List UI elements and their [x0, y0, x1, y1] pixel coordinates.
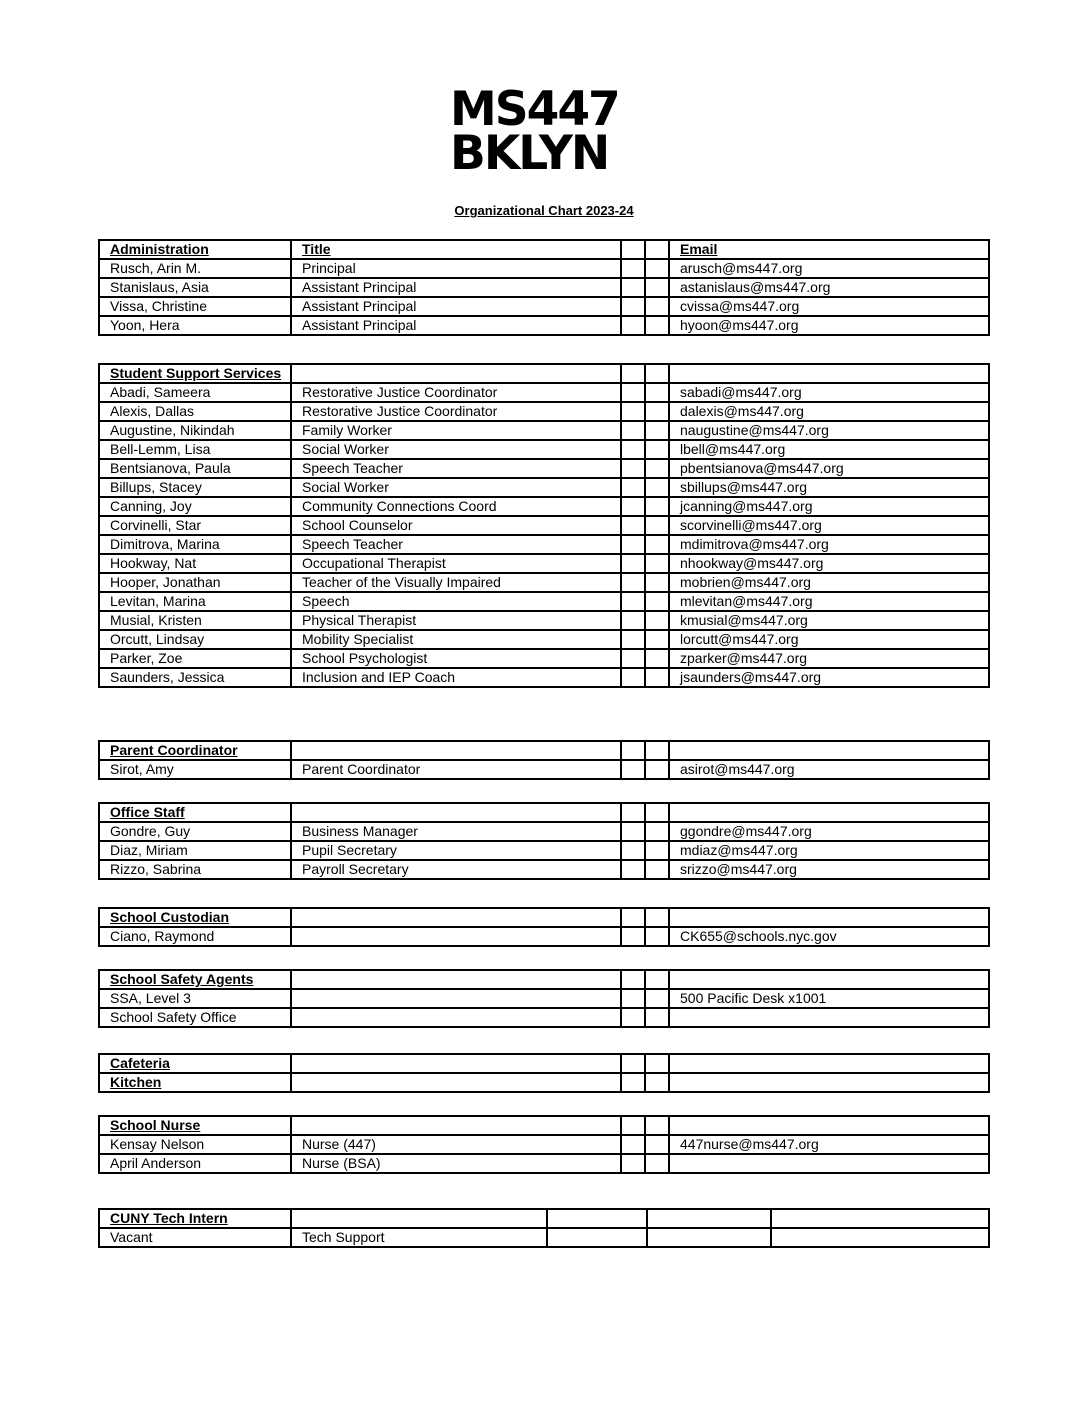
cell-title: Nurse (447)	[291, 1135, 621, 1154]
section-table	[98, 907, 990, 947]
cell-col3	[621, 760, 645, 779]
header-email	[669, 970, 989, 989]
cell-name: Yoon, Hera	[99, 316, 291, 335]
table-row	[99, 278, 989, 297]
cell-name: Abadi, Sameera	[99, 383, 291, 402]
cell-col3	[621, 630, 645, 649]
section-table	[98, 969, 990, 1028]
table-row	[99, 592, 989, 611]
section-header-row	[99, 1116, 989, 1135]
header-col4	[647, 1209, 771, 1228]
table-row	[99, 630, 989, 649]
header-name: School Nurse	[99, 1116, 291, 1135]
table-row	[99, 860, 989, 879]
cell-col3	[621, 297, 645, 316]
header-title	[291, 1054, 621, 1073]
cell-title	[291, 927, 621, 946]
cell-col3	[621, 841, 645, 860]
cell-title: Assistant Principal	[291, 297, 621, 316]
header-title	[291, 364, 621, 383]
document-title: Organizational Chart 2023-24	[454, 203, 634, 218]
cell-title: Social Worker	[291, 478, 621, 497]
cell-col4	[645, 278, 669, 297]
cell-col4	[645, 989, 669, 1008]
cell-col3	[621, 649, 645, 668]
cell-col3	[621, 611, 645, 630]
cell-col3	[621, 478, 645, 497]
cell-title: Tech Support	[291, 1228, 547, 1247]
cell-col4	[645, 535, 669, 554]
cell-col4	[645, 1154, 669, 1173]
header-email	[771, 1209, 989, 1228]
cell-email: srizzo@ms447.org	[669, 860, 989, 879]
cell-title: Principal	[291, 259, 621, 278]
header-email	[669, 1054, 989, 1073]
cell-name: Alexis, Dallas	[99, 402, 291, 421]
cell-col4	[645, 1073, 669, 1092]
section-header-row	[99, 1054, 989, 1073]
table-row	[99, 989, 989, 1008]
cell-title	[291, 1073, 621, 1092]
section-header-row	[99, 741, 989, 760]
header-col3	[621, 364, 645, 383]
section-header-row	[99, 1209, 989, 1228]
section-table	[98, 1053, 990, 1093]
table-row	[99, 927, 989, 946]
cell-col3	[621, 278, 645, 297]
cell-email: astanislaus@ms447.org	[669, 278, 989, 297]
cell-name: Saunders, Jessica	[99, 668, 291, 687]
cell-email	[669, 1154, 989, 1173]
table-row	[99, 316, 989, 335]
cell-name: Hooper, Jonathan	[99, 573, 291, 592]
cell-title: Pupil Secretary	[291, 841, 621, 860]
cell-col4	[645, 573, 669, 592]
cell-title: Restorative Justice Coordinator	[291, 402, 621, 421]
cell-col4	[645, 668, 669, 687]
section-table	[98, 239, 990, 336]
cell-email: nhookway@ms447.org	[669, 554, 989, 573]
cell-col4	[645, 630, 669, 649]
cell-email: sbillups@ms447.org	[669, 478, 989, 497]
cell-email: dalexis@ms447.org	[669, 402, 989, 421]
cell-email: ggondre@ms447.org	[669, 822, 989, 841]
cell-col4	[645, 497, 669, 516]
cell-email	[771, 1228, 989, 1247]
cell-col4	[645, 927, 669, 946]
cell-name: Rizzo, Sabrina	[99, 860, 291, 879]
table-row	[99, 383, 989, 402]
cell-name: Kensay Nelson	[99, 1135, 291, 1154]
cell-email: kmusial@ms447.org	[669, 611, 989, 630]
cell-email: CK655@schools.nyc.gov	[669, 927, 989, 946]
cell-col4	[645, 440, 669, 459]
header-name: Cafeteria	[99, 1054, 291, 1073]
header-col3	[621, 741, 645, 760]
table-row	[99, 822, 989, 841]
cell-email: arusch@ms447.org	[669, 259, 989, 278]
header-name: CUNY Tech Intern	[99, 1209, 291, 1228]
cell-title: School Counselor	[291, 516, 621, 535]
cell-title: Family Worker	[291, 421, 621, 440]
cell-title: School Psychologist	[291, 649, 621, 668]
header-col3	[621, 1054, 645, 1073]
header-title	[291, 1116, 621, 1135]
header-email	[669, 1116, 989, 1135]
cell-name: Musial, Kristen	[99, 611, 291, 630]
header-col4	[645, 1116, 669, 1135]
cell-col3	[621, 535, 645, 554]
cell-email: jcanning@ms447.org	[669, 497, 989, 516]
section-table	[98, 363, 990, 688]
cell-title: Social Worker	[291, 440, 621, 459]
cell-name: Corvinelli, Star	[99, 516, 291, 535]
cell-col4	[645, 1008, 669, 1027]
header-col3	[621, 1116, 645, 1135]
table-row	[99, 573, 989, 592]
header-title: Title	[291, 240, 621, 259]
header-col4	[645, 364, 669, 383]
cell-email: pbentsianova@ms447.org	[669, 459, 989, 478]
table-row	[99, 440, 989, 459]
section-table	[98, 802, 990, 880]
cell-email: lorcutt@ms447.org	[669, 630, 989, 649]
table-row	[99, 421, 989, 440]
cell-email: hyoon@ms447.org	[669, 316, 989, 335]
cell-email: sabadi@ms447.org	[669, 383, 989, 402]
table-row	[99, 259, 989, 278]
cell-col3	[621, 316, 645, 335]
cell-name: Rusch, Arin M.	[99, 259, 291, 278]
cell-email: zparker@ms447.org	[669, 649, 989, 668]
header-col3	[621, 908, 645, 927]
cell-col3	[621, 592, 645, 611]
cell-email: 500 Pacific Desk x1001	[669, 989, 989, 1008]
cell-col3	[621, 516, 645, 535]
cell-col3	[621, 1008, 645, 1027]
table-row	[99, 297, 989, 316]
cell-title: Payroll Secretary	[291, 860, 621, 879]
cell-name: SSA, Level 3	[99, 989, 291, 1008]
cell-title	[291, 1008, 621, 1027]
table-row	[99, 554, 989, 573]
cell-name: Dimitrova, Marina	[99, 535, 291, 554]
header-email: Email	[669, 240, 989, 259]
header-email	[669, 741, 989, 760]
cell-name: Kitchen	[99, 1073, 291, 1092]
cell-email: scorvinelli@ms447.org	[669, 516, 989, 535]
header-title	[291, 803, 621, 822]
cell-col4	[645, 649, 669, 668]
cell-col3	[621, 989, 645, 1008]
cell-col4	[645, 760, 669, 779]
table-row	[99, 1073, 989, 1092]
section-header-row	[99, 970, 989, 989]
section-header-row	[99, 908, 989, 927]
header-col4	[645, 741, 669, 760]
logo-line-2: BKLYN	[450, 126, 609, 181]
table-row	[99, 649, 989, 668]
cell-name: Stanislaus, Asia	[99, 278, 291, 297]
cell-name: April Anderson	[99, 1154, 291, 1173]
cell-name: School Safety Office	[99, 1008, 291, 1027]
cell-col3	[621, 459, 645, 478]
header-email	[669, 803, 989, 822]
cell-email	[669, 1008, 989, 1027]
cell-name: Ciano, Raymond	[99, 927, 291, 946]
cell-title: Mobility Specialist	[291, 630, 621, 649]
table-row	[99, 535, 989, 554]
cell-title	[291, 989, 621, 1008]
cell-col4	[645, 822, 669, 841]
cell-col3	[621, 927, 645, 946]
cell-name: Bell-Lemm, Lisa	[99, 440, 291, 459]
cell-name: Hookway, Nat	[99, 554, 291, 573]
header-name: School Custodian	[99, 908, 291, 927]
table-row	[99, 516, 989, 535]
cell-col4	[645, 592, 669, 611]
header-name: Parent Coordinator	[99, 741, 291, 760]
cell-col3	[547, 1228, 647, 1247]
cell-title: Physical Therapist	[291, 611, 621, 630]
cell-col4	[645, 402, 669, 421]
cell-email: mlevitan@ms447.org	[669, 592, 989, 611]
cell-title: Speech	[291, 592, 621, 611]
cell-email: mdimitrova@ms447.org	[669, 535, 989, 554]
cell-col4	[645, 459, 669, 478]
cell-col3	[621, 497, 645, 516]
cell-col3	[621, 421, 645, 440]
cell-email: naugustine@ms447.org	[669, 421, 989, 440]
cell-email: asirot@ms447.org	[669, 760, 989, 779]
cell-col4	[645, 554, 669, 573]
cell-name: Vacant	[99, 1228, 291, 1247]
cell-name: Canning, Joy	[99, 497, 291, 516]
header-title	[291, 1209, 547, 1228]
table-row	[99, 1154, 989, 1173]
cell-col3	[621, 383, 645, 402]
header-col4	[645, 1054, 669, 1073]
cell-col4	[645, 316, 669, 335]
cell-title: Restorative Justice Coordinator	[291, 383, 621, 402]
cell-title: Assistant Principal	[291, 278, 621, 297]
header-title	[291, 741, 621, 760]
cell-col4	[645, 259, 669, 278]
cell-email: mobrien@ms447.org	[669, 573, 989, 592]
cell-col3	[621, 1135, 645, 1154]
cell-col3	[621, 440, 645, 459]
cell-col4	[645, 478, 669, 497]
cell-col4	[645, 297, 669, 316]
cell-col3	[621, 1073, 645, 1092]
cell-col4	[647, 1228, 771, 1247]
cell-title: Community Connections Coord	[291, 497, 621, 516]
section-table	[98, 1208, 990, 1248]
header-email	[669, 908, 989, 927]
cell-col3	[621, 1154, 645, 1173]
cell-email: jsaunders@ms447.org	[669, 668, 989, 687]
cell-col3	[621, 860, 645, 879]
cell-col3	[621, 402, 645, 421]
cell-title: Speech Teacher	[291, 535, 621, 554]
table-row	[99, 402, 989, 421]
cell-name: Vissa, Christine	[99, 297, 291, 316]
table-row	[99, 459, 989, 478]
cell-col4	[645, 1135, 669, 1154]
header-col4	[645, 240, 669, 259]
section-header-row	[99, 364, 989, 383]
table-row	[99, 841, 989, 860]
cell-title: Speech Teacher	[291, 459, 621, 478]
header-col3	[621, 240, 645, 259]
table-row	[99, 611, 989, 630]
cell-email: lbell@ms447.org	[669, 440, 989, 459]
header-col4	[645, 970, 669, 989]
cell-name: Levitan, Marina	[99, 592, 291, 611]
cell-name: Augustine, Nikindah	[99, 421, 291, 440]
cell-title: Parent Coordinator	[291, 760, 621, 779]
cell-col3	[621, 573, 645, 592]
header-col3	[621, 803, 645, 822]
section-header-row	[99, 803, 989, 822]
header-title	[291, 970, 621, 989]
cell-title: Inclusion and IEP Coach	[291, 668, 621, 687]
cell-col3	[621, 554, 645, 573]
header-email	[669, 364, 989, 383]
cell-name: Gondre, Guy	[99, 822, 291, 841]
table-row	[99, 497, 989, 516]
section-header-row	[99, 240, 989, 259]
cell-name: Bentsianova, Paula	[99, 459, 291, 478]
cell-col4	[645, 860, 669, 879]
header-col4	[645, 908, 669, 927]
cell-title: Business Manager	[291, 822, 621, 841]
cell-title: Nurse (BSA)	[291, 1154, 621, 1173]
cell-email: 447nurse@ms447.org	[669, 1135, 989, 1154]
table-row	[99, 1008, 989, 1027]
table-row	[99, 760, 989, 779]
cell-col3	[621, 668, 645, 687]
header-name: School Safety Agents	[99, 970, 291, 989]
header-name: Administration	[99, 240, 291, 259]
cell-title: Assistant Principal	[291, 316, 621, 335]
header-name: Office Staff	[99, 803, 291, 822]
cell-title: Teacher of the Visually Impaired	[291, 573, 621, 592]
table-row	[99, 478, 989, 497]
cell-name: Parker, Zoe	[99, 649, 291, 668]
cell-email: mdiaz@ms447.org	[669, 841, 989, 860]
school-logo	[450, 82, 640, 181]
section-table	[98, 1115, 990, 1174]
cell-col4	[645, 421, 669, 440]
table-row	[99, 668, 989, 687]
cell-col4	[645, 611, 669, 630]
cell-col4	[645, 516, 669, 535]
cell-email: cvissa@ms447.org	[669, 297, 989, 316]
logo-line-1: MS447	[450, 82, 619, 137]
cell-col4	[645, 841, 669, 860]
cell-name: Orcutt, Lindsay	[99, 630, 291, 649]
header-title	[291, 908, 621, 927]
cell-name: Diaz, Miriam	[99, 841, 291, 860]
table-row	[99, 1135, 989, 1154]
cell-name: Sirot, Amy	[99, 760, 291, 779]
cell-col4	[645, 383, 669, 402]
cell-col3	[621, 259, 645, 278]
header-col3	[547, 1209, 647, 1228]
header-col3	[621, 970, 645, 989]
cell-title: Occupational Therapist	[291, 554, 621, 573]
table-row	[99, 1228, 989, 1247]
cell-name: Billups, Stacey	[99, 478, 291, 497]
header-col4	[645, 803, 669, 822]
cell-email	[669, 1073, 989, 1092]
section-table	[98, 740, 990, 780]
cell-col3	[621, 822, 645, 841]
header-name: Student Support Services	[99, 364, 291, 383]
